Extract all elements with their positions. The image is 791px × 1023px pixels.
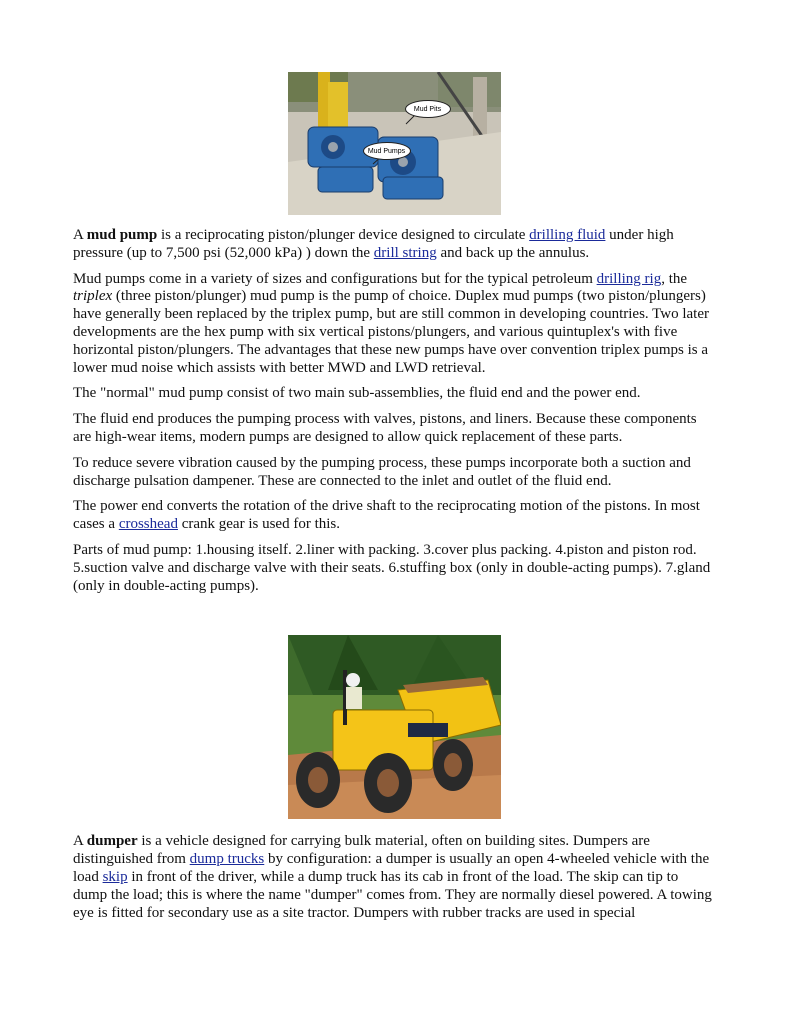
text: is a reciprocating piston/plunger device designed to circulate [157,227,530,243]
text: by configuration: a dumper is usually an open 4-wheeled vehicle with the load [73,851,710,885]
dumper-paragraph-1 [73,833,715,922]
mud-pump-paragraph-3: The "normal" mud pump consist of two main sub-assemblies, the fluid end and the power end. [73,385,641,402]
text: A [73,227,87,243]
link-skip[interactable]: skip [102,868,128,885]
text: Mud pumps come in a variety of sizes and configurations but for the typical petroleum [73,270,597,287]
mud-pump-paragraph-7: Parts of mud pump: 1.housing itself. 2.liner with packing. 3.cover plus packing. 4.piston and piston rod. 5.suction valve and discharge valve with their seats. 6.stuffing box (only in double-acting pumps). 7.gland (only in double-acting pumps). [73,541,711,594]
dumper-photo [288,635,501,819]
mud-pump-photo [288,72,501,215]
link-crosshead[interactable]: crosshead [118,516,178,533]
link-drilling-fluid[interactable]: drilling fluid [529,227,606,243]
text: The power end converts the rotation of the drive shaft to the reciprocating motion of the pistons. In most cases a [73,498,700,533]
term-dumper: dumper [86,833,138,850]
text: is a vehicle designed for carrying bulk material, often on building sites. Dumpers are distinguished from [73,833,650,868]
term-triplex: triplex [73,288,113,305]
text: under high pressure (up to 7,500 psi (52,000 kPa) ) down the [73,227,674,261]
text: (three piston/plunger) mud pump is the pump of choice. Duplex mud pumps (two piston/plungers) have generally been replaced by the triplex pump, but are still common in developing countries. Two later developments are the hex pump with six vertical pistons/plungers, and various quintuplex's with five horizontal piston/plungers. The advantages that these new pumps have over convention triplex pumps is a lower mud noise which assists with better MWD and LWD retrieval. [73,288,709,376]
text: A [73,833,87,850]
mud-pumps-callout: Mud Pumps [363,142,411,160]
mud-pump-paragraph-6 [73,498,715,534]
text: and back up the annulus. [436,244,590,261]
mud-pits-callout: Mud Pits [405,100,451,118]
mud-pump-paragraph-2 [73,271,715,378]
mud-pump-paragraph-4: The fluid end produces the pumping process with valves, pistons, and liners. Because these components are high-wear items, modern pumps are designed to allow quick replacement of these parts. [73,411,697,445]
mud-pump-paragraph-5: To reduce severe vibration caused by the pumping process, these pumps incorporate both a suction and discharge pulsation dampener. These are connected to the inlet and outlet of the fluid end. [73,454,691,489]
link-dump-trucks[interactable]: dump trucks [189,851,265,868]
text: crank gear is used for this. [177,516,341,533]
article-content [73,72,715,922]
term-mud-pump: mud pump [86,227,158,243]
link-drill-string[interactable]: drill string [373,244,437,261]
text: , the [661,270,688,287]
text: in front of the driver, while a dump truck has its cab in front of the load. The skip can tip to dump the load; this is where the name "dumper" comes from. They are normally diesel powered. A towing eye is fitted for secondary use as a site tractor. Dumpers with rubber tracks are used in special [73,868,712,921]
link-drilling-rig[interactable]: drilling rig [596,270,662,287]
dumper-illustration [288,635,501,819]
mud-pump-paragraph-1 [73,227,715,263]
